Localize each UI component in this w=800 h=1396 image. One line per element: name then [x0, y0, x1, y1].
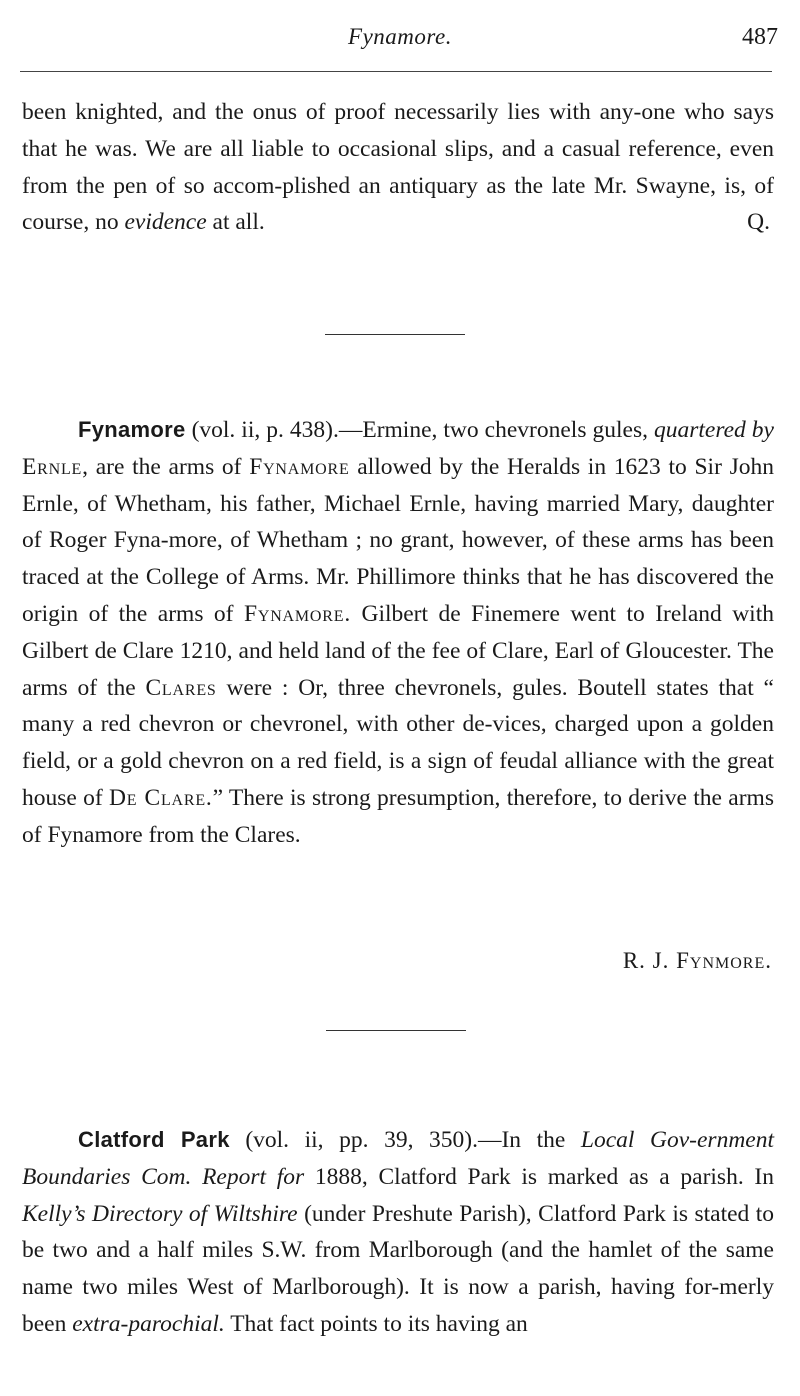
name-fynamore: Fynamore [249, 453, 350, 480]
fynamore-entry [22, 412, 774, 854]
emphasis-extra-parochial: extra-parochial. [72, 1310, 225, 1337]
name-fynamore: Fynamore. [243, 600, 352, 627]
page-number: 487 [742, 24, 778, 50]
emphasis-kelly: Kelly’s Directory of Wiltshire [22, 1200, 298, 1227]
entry-text: 1888, Clatford Park is marked as a parish. In [304, 1163, 774, 1190]
entry-title: Fynamore [78, 417, 186, 442]
entry-text: allowed by the Heralds in 1623 to Sir John Ernle, of Whetham, his father, Michael Ernle, having married Mary, daughter of Roger Fyna-more, of Whetham ; no grant, however, of these arms has been traced at the College of Arms. Mr. Phillimore thinks that he has discovered the origin of the arms of [22, 453, 774, 627]
entry-title: Clatford Park [78, 1127, 230, 1152]
continuation-paragraph [22, 94, 774, 241]
clatford-entry [22, 1122, 774, 1343]
name-clares: Clares [145, 674, 217, 701]
entry-reference: (vol. ii, pp. 39, 350).—In the [229, 1127, 581, 1153]
name-de-clare: De Clare. [109, 784, 213, 811]
author-signature: R. J. Fynmore. [622, 948, 772, 973]
section-divider [326, 1030, 466, 1031]
entry-text: , are the arms of [82, 453, 250, 480]
entry-text: ” There is strong presumption, therefore, to derive the arms of Fynamore from the Clares. [22, 784, 774, 848]
paragraph-tail: at all. [206, 209, 265, 236]
entry-text: were : Or, three chevronels, gules. Boutell states that “ many a red chevron or chevronel, with other de-vices, charged upon a golden field, or a gold chevron on a red field, is a sign of feudal alliance with the great house of [22, 674, 774, 811]
emphasis-report: Local Gov-ernment Boundaries Com. Report for [22, 1127, 775, 1190]
section-divider [325, 334, 465, 335]
author-initial: Q. [747, 209, 770, 236]
entry-text: That fact points to its having an [224, 1310, 528, 1337]
running-title: Fynamore. [348, 24, 452, 49]
header-rule [20, 71, 772, 72]
entry-reference: (vol. ii, p. 438).—Ermine, two chevronels gules, [185, 417, 654, 443]
running-head [22, 24, 778, 54]
entry-text: (under Preshute Parish), Clatford Park is stated to be two and a half miles S.W. from Marlborough (and the hamlet of the same name two miles West of Marlborough). It is now a parish, having for-merly been [22, 1200, 775, 1337]
emphasis-quartered: quartered by [653, 417, 774, 443]
entry-text: Gilbert de Finemere went to Ireland with Gilbert de Clare 1210, and held land of the fee of Clare, Earl of Gloucester. The arms of the [22, 600, 774, 701]
paragraph-text: been knighted, and the onus of proof necessarily lies with any-one who says that he was. We are all liable to occasional slips, and a casual reference, even from the pen of so accom-plished an antiquary as the late Mr. Swayne, is, of course, no [22, 99, 774, 236]
name-ernle: Ernle [22, 453, 83, 480]
emphasis-evidence: evidence [124, 209, 207, 236]
